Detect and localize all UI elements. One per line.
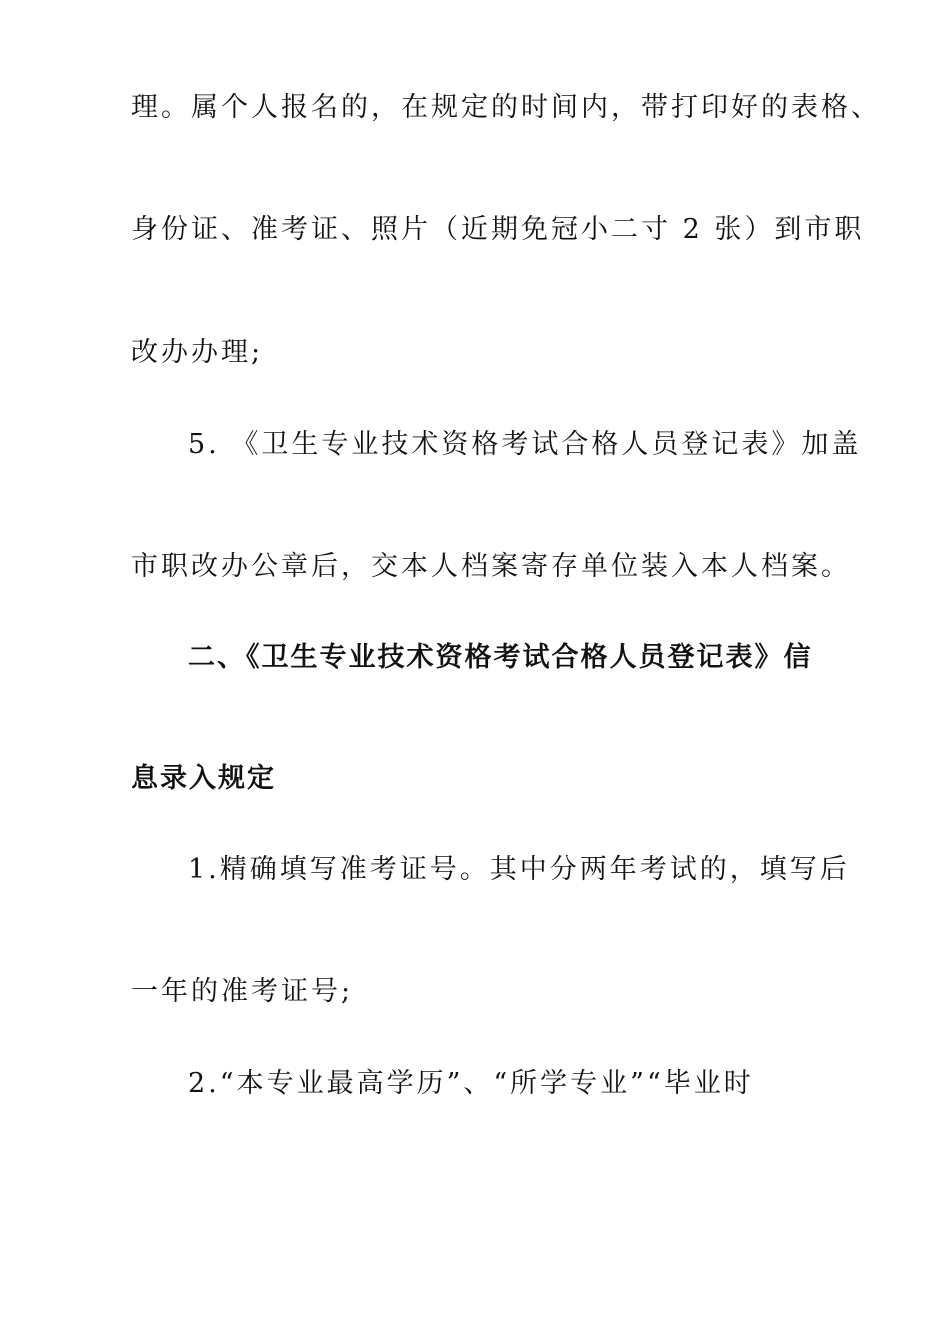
section-heading-line: 息录入规定 [131, 763, 276, 794]
section-heading-line: 二、《卫生专业技术资格考试合格人员登记表》信 [188, 642, 813, 673]
paragraph-line: 5. 《卫生专业技术资格考试合格人员登记表》加盖 [188, 429, 862, 460]
paragraph-line: 理。属个人报名的，在规定的时间内，带打印好的表格、 [131, 92, 881, 123]
paragraph-line: 市职改办公章后，交本人档案寄存单位装入本人档案。 [131, 551, 851, 582]
paragraph-line: 1.精确填写准考证号。其中分两年考试的，填写后 [188, 854, 850, 885]
paragraph-line: 一年的准考证号; [131, 976, 354, 1007]
paragraph-line: 身份证、准考证、照片（近期免冠小二寸 2 张）到市职 [131, 214, 865, 245]
paragraph-line: 2.“本专业最高学历”、“所学专业”“毕业时 [188, 1068, 754, 1099]
paragraph-line: 改办办理; [131, 337, 264, 368]
